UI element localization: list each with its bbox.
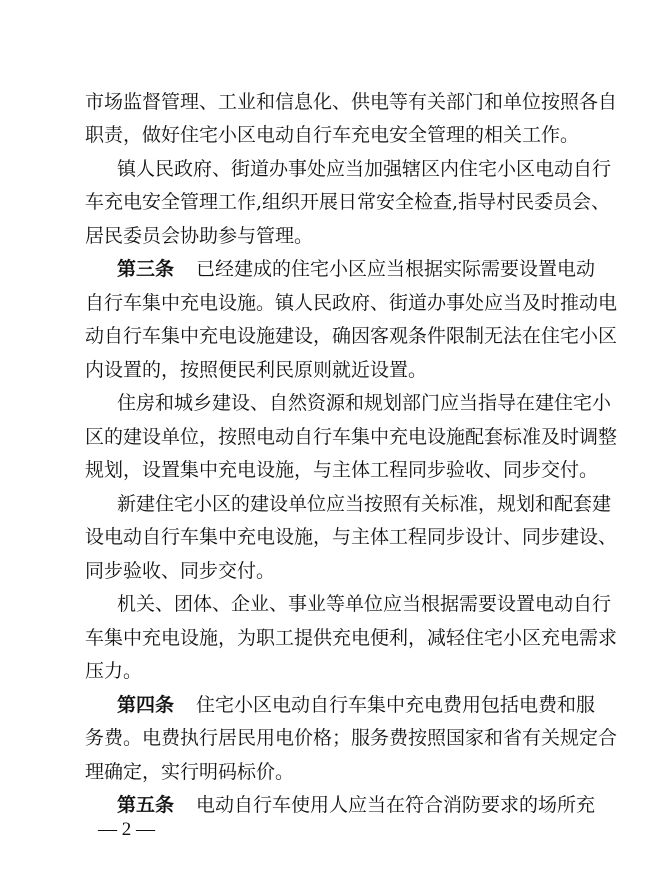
text-line: 居民委员会协助参与管理。 <box>85 225 314 247</box>
article-text: 已经建成的住宅小区应当根据实际需要设置电动 <box>196 258 596 280</box>
article-text: 电动自行车使用人应当在符合消防要求的场所充 <box>196 794 596 816</box>
article-heading: 第三条 <box>117 258 175 280</box>
text-line: 内设置的，按照便民利民原则就近设置。 <box>85 359 428 381</box>
text-line: 区的建设单位，按照电动自行车集中充电设施配套标准及时调整 <box>85 426 618 448</box>
text-line: 镇人民政府、街道办事处应当加强辖区内住宅小区电动自行 <box>117 158 612 180</box>
text-line: 职责，做好住宅小区电动自行车充电安全管理的相关工作。 <box>85 124 580 146</box>
text-line: 规划，设置集中充电设施，与主体工程同步验收、同步交付。 <box>85 459 599 481</box>
text-line: 理确定，实行明码标价。 <box>85 761 295 783</box>
text-line: 车充电安全管理工作,组织开展日常安全检查,指导村民委员会、 <box>85 191 611 213</box>
text-line: 务费。电费执行居民用电价格；服务费按照国家和省有关规定合 <box>85 727 618 749</box>
text-line: 自行车集中充电设施。镇人民政府、街道办事处应当及时推动电 <box>85 292 618 314</box>
text-line: 压力。 <box>85 660 143 682</box>
text-line: 新建住宅小区的建设单位应当按照有关标准，规划和配套建 <box>117 493 612 515</box>
article-line <box>117 793 596 817</box>
text-line: 市场监督管理、工业和信息化、供电等有关部门和单位按照各自 <box>85 91 618 113</box>
text-line: 动自行车集中充电设施建设，确因客观条件限制无法在住宅小区 <box>85 325 618 347</box>
page-number: — 2 — <box>98 819 155 840</box>
article-line <box>117 693 596 717</box>
text-line: 设电动自行车集中充电设施，与主体工程同步设计、同步建设、 <box>85 526 618 548</box>
text-line: 车集中充电设施，为职工提供充电便利，减轻住宅小区充电需求 <box>85 627 618 649</box>
text-line: 同步验收、同步交付。 <box>85 560 276 582</box>
article-line <box>117 257 596 281</box>
text-line: 住房和城乡建设、自然资源和规划部门应当指导在建住宅小 <box>117 392 612 414</box>
article-heading: 第五条 <box>117 794 175 816</box>
article-text: 住宅小区电动自行车集中充电费用包括电费和服 <box>196 694 596 716</box>
article-heading: 第四条 <box>117 694 175 716</box>
text-line: 机关、团体、企业、事业等单位应当根据需要设置电动自行 <box>117 593 612 615</box>
